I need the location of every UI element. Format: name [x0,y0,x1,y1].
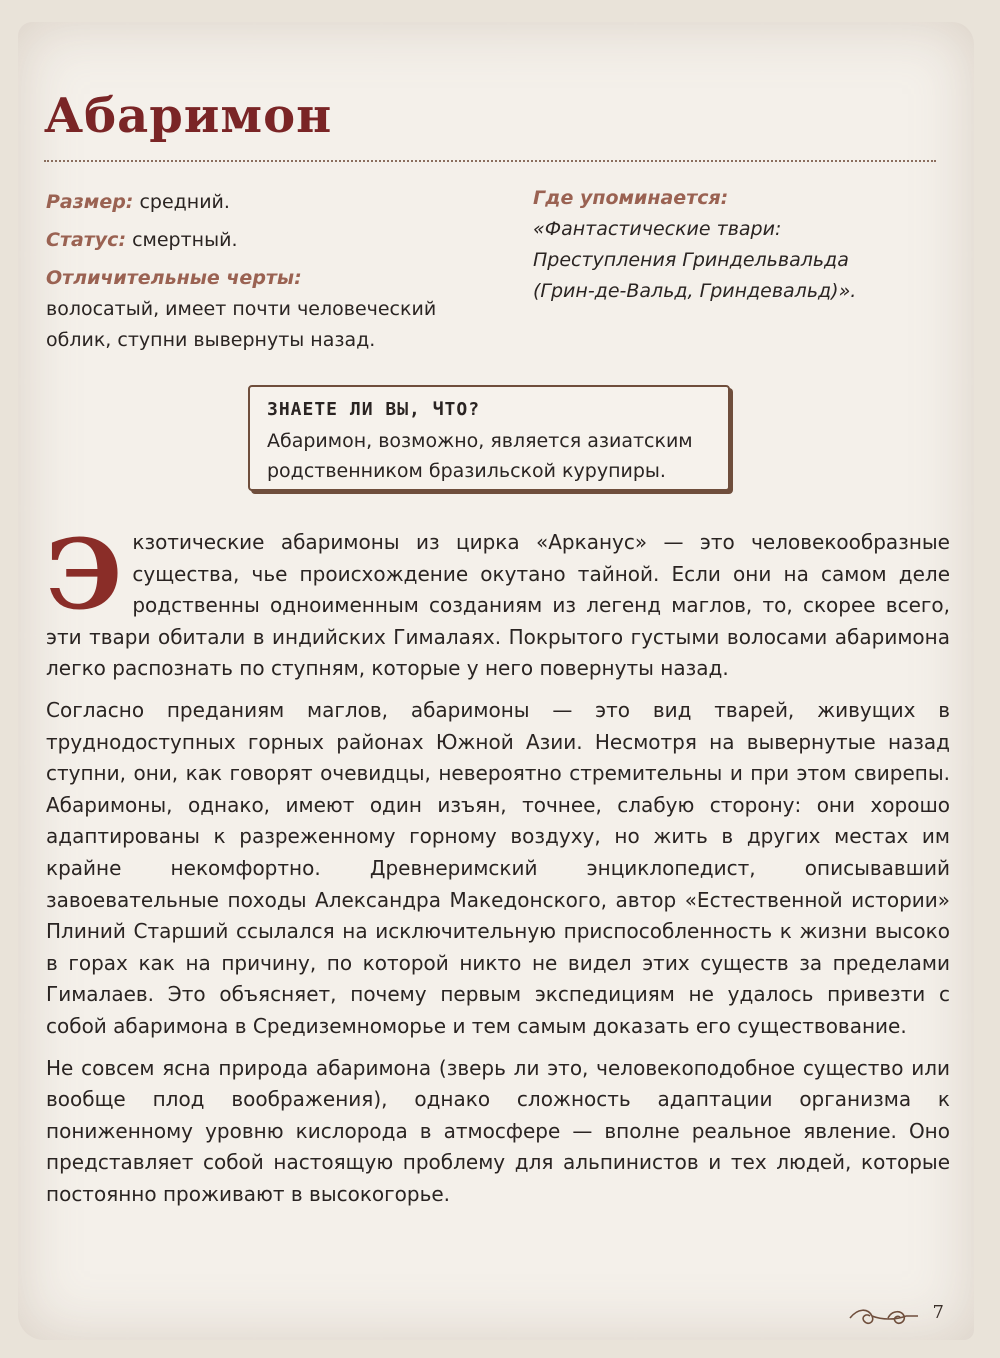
features-label: Отличительные черты: [46,267,302,289]
status-line [46,225,486,256]
callout-heading: ЗНАЕТЕ ЛИ ВЫ, ЧТО? [267,399,481,420]
status-label: Статус: [46,229,127,251]
mentioned-value: «Фантастические твари: Преступления Гриндельвальда (Грин-де-Вальд, Гриндевальд)». [533,218,857,302]
mentioned-label: Где упоминается: [533,187,729,209]
callout-text: Абаримон, возможно, является азиатским родственником бразильской курупиры. [267,430,693,482]
flourish-ornament [848,1304,920,1330]
drop-cap: Э [46,518,123,631]
size-label: Размер: [46,191,134,213]
paragraph-2: Согласно преданиям маглов, абаримоны — это вид тварей, живущих в труднодоступных горных районах Южной Азии. Несмотря на вывернутые назад ступни, они, как говорят очевидцы, невероятно стремительны и при этом свирепы. Абаримоны, однако, имеют один изъян, точнее, слабую сторону: они хорошо адаптированы к разреженному горному воздуху, но жить в других местах им крайне некомфортно. Древнеримский энциклопедист, описывавший завоевательные походы Александра Македонского, автор «Естественной истории» Плиний Старший ссылался на исключительную приспособленность к жизни высоко в горах как на причину, по которой никто не видел этих существ за пределами Гималаев. Это объясняет, почему первым экспедициям не удалось привезти с собой абаримона в Средиземноморье и тем самым доказать его существование. [46,697,950,1038]
did-you-know-box [248,385,730,491]
creature-info [46,187,486,356]
paragraph-1-text: кзотические абаримоны из цирка «Арканус» — это человекообразные существа, чье происхождение окутано тайной. Если они на самом деле родственны одноименным созданиям из легенд маглов, то, скорее всего, эти твари обитали в индийских Гималаях. Покрытого густыми волосами абаримона легко распознать по ступням, которые у него повернуты назад. [46,530,950,681]
size-line [46,187,486,218]
paragraph-3: Не совсем ясна природа абаримона (зверь ли это, человекоподобное существо или вообще плод воображения), однако сложность адаптации организма к пониженному уровню кислорода в атмосфере — вполне реальное явление. Оно представляет собой настоящую проблему для альпинистов и тех людей, которые постоянно проживают в высокогорье. [46,1055,950,1206]
title-divider [44,160,936,162]
status-value: смертный. [126,229,238,251]
page-number: 7 [932,1302,944,1323]
features-value: волосатый, имеет почти человеческий облик, ступни вывернуты назад. [46,298,437,351]
size-value: средний. [133,191,230,213]
paragraph-1 [46,518,950,685]
page-title: Абаримон [44,88,333,144]
article-body [46,518,950,1220]
mentions-info [533,183,953,307]
